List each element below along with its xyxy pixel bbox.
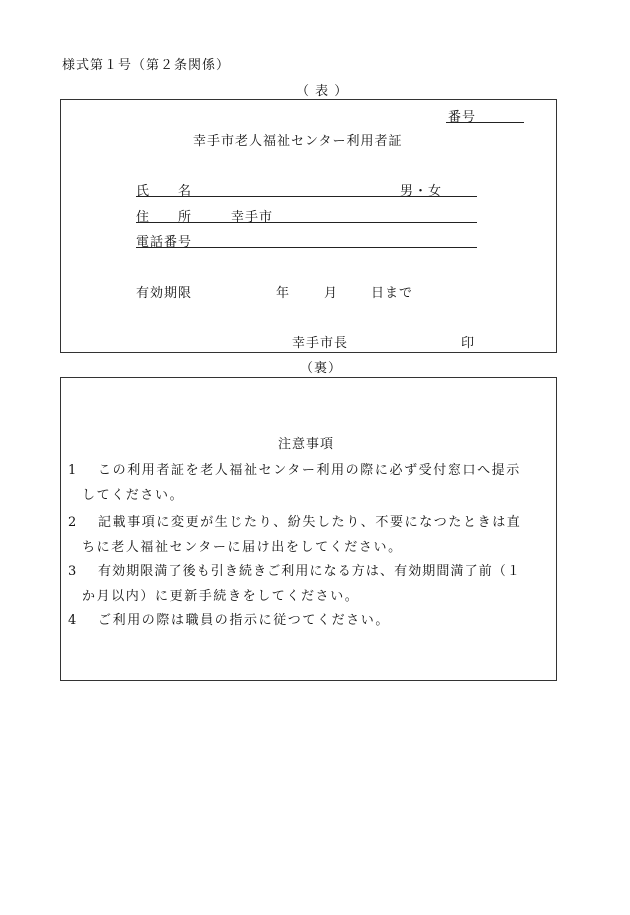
note-text: ご利用の際は職員の指示に従つてください。 bbox=[98, 613, 391, 628]
phone-label: 電話番号 bbox=[136, 235, 193, 250]
note-text: 有効期限満了後も引き続きご利用になる方は、有効期間満了前（１ bbox=[98, 564, 522, 579]
note-item-3-continued: か月以内）に更新手続きをしてください。 bbox=[82, 589, 360, 604]
card-number-line bbox=[446, 122, 524, 123]
expiry-month: 月 bbox=[324, 286, 339, 301]
name-line bbox=[136, 196, 477, 197]
expiry-day: 日まで bbox=[371, 286, 414, 301]
address-line bbox=[136, 222, 477, 223]
issuer-name: 幸手市長 bbox=[292, 336, 349, 351]
seal-mark: 印 bbox=[461, 336, 476, 351]
note-item-2-continued: ちに老人福祉センターに届け出をしてください。 bbox=[82, 540, 403, 555]
note-number: 2 bbox=[68, 515, 78, 530]
phone-line bbox=[136, 247, 477, 248]
card-number-label: 番号 bbox=[448, 110, 477, 125]
note-number: 4 bbox=[68, 613, 78, 628]
front-side-label: （ 表 ） bbox=[296, 84, 349, 99]
expiry-label: 有効期限 bbox=[136, 286, 193, 301]
card-title: 幸手市老人福祉センター利用者証 bbox=[193, 134, 403, 149]
note-item-1 bbox=[68, 459, 521, 478]
expiry-year: 年 bbox=[276, 286, 291, 301]
note-number: 1 bbox=[68, 463, 78, 478]
note-text: この利用者証を老人福祉センター利用の際に必ず受付窓口へ提示 bbox=[98, 463, 521, 478]
address-value: 幸手市 bbox=[231, 210, 274, 225]
form-number-label: 様式第１号（第２条関係） bbox=[62, 58, 231, 73]
gender-label: 男・女 bbox=[400, 184, 443, 199]
back-side-label: （裏） bbox=[300, 361, 343, 376]
note-item-2 bbox=[68, 511, 521, 530]
note-text: 記載事項に変更が生じたり、紛失したり、不要になつたときは直 bbox=[98, 515, 522, 530]
name-label: 氏 名 bbox=[136, 184, 193, 199]
note-item-1-continued: してください。 bbox=[82, 488, 185, 503]
note-number: 3 bbox=[68, 564, 78, 579]
note-item-3 bbox=[68, 560, 521, 579]
note-item-4 bbox=[68, 609, 390, 628]
address-label: 住 所 bbox=[136, 210, 193, 225]
notes-title: 注意事項 bbox=[278, 437, 335, 452]
